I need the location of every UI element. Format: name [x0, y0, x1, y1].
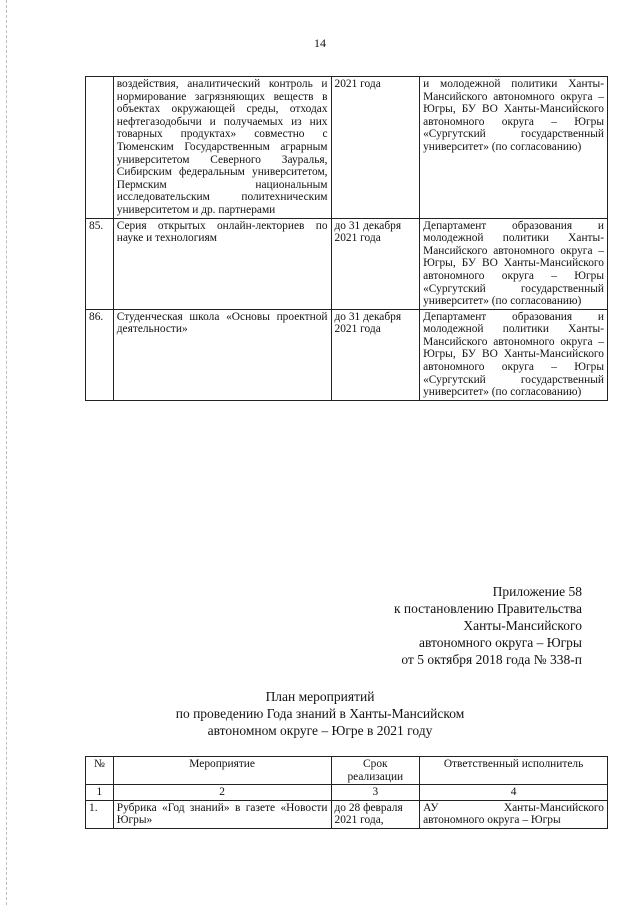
table-row [86, 77, 608, 219]
column-number: 3 [331, 785, 420, 801]
appendix-line: Приложение 58 [492, 584, 582, 599]
executor-text: АУ Ханты-Мансийского автономного округа – Югры [420, 800, 608, 828]
events-table-continued [85, 76, 608, 401]
scan-edge [6, 0, 8, 905]
row-number [86, 77, 114, 219]
header-event: Мероприятие [113, 757, 331, 785]
event-text: Серия открытых онлайн-лекториев по науке и технологиям [113, 218, 331, 309]
column-number: 2 [113, 785, 331, 801]
appendix-line: от 5 октября 2018 года № 338-п [401, 652, 582, 667]
plan-title-line: автономном округе – Югре в 2021 году [207, 723, 433, 738]
plan-title-line: по проведению Года знаний в Ханты-Мансийском [175, 706, 465, 721]
appendix-block [394, 583, 582, 668]
event-text: Рубрика «Год знаний» в газете «Новости Югры» [113, 800, 331, 828]
deadline-text: до 31 декабря 2021 года [331, 218, 420, 309]
appendix-line: к постановлению Правительства [393, 601, 582, 616]
event-text: Студенческая школа «Основы проектной деятельности» [113, 309, 331, 400]
executor-text: и молодежной политики Ханты-Мансийского автономного округа – Югры, БУ ВО Ханты-Мансийского автономного округа – Югры «Сургутский государственный университет» (по согласованию) [420, 77, 608, 219]
header-number: № [86, 757, 114, 785]
deadline-text: 2021 года [331, 77, 420, 219]
deadline-text: до 31 декабря 2021 года [331, 309, 420, 400]
deadline-text: до 28 февраля 2021 года, [331, 800, 420, 828]
appendix-line: Ханты-Мансийского [463, 618, 582, 633]
table-row [86, 800, 608, 828]
table-numbering-row [86, 785, 608, 801]
event-text: воздействия, аналитический контроль и нормирование загрязняющих веществ в объектах окружающей среды, отходах нефтегазодобычи и получаемых из них товарных продуктах» совместно с Тюменским Государственным аграрным университетом Северного Зауралья, Сибирским федеральным университетом, Пермским национальным исследовательским политехническим университетом и др. партнерами [113, 77, 331, 219]
row-number: 85. [86, 218, 114, 309]
row-number: 1. [86, 800, 114, 828]
page-number: 14 [314, 36, 326, 50]
column-number: 1 [86, 785, 114, 801]
row-number: 86. [86, 309, 114, 400]
header-deadline: Срок реализации [331, 757, 420, 785]
table-row [86, 309, 608, 400]
table-row [86, 218, 608, 309]
executor-text: Департамент образования и молодежной политики Ханты-Мансийского автономного округа – Югры, БУ ВО Ханты-Мансийского автономного округа – Югры «Сургутский государственный университет» (по согласованию) [420, 218, 608, 309]
header-executor: Ответственный исполнитель [420, 757, 608, 785]
column-number: 4 [420, 785, 608, 801]
executor-text: Департамент образования и молодежной политики Ханты-Мансийского автономного округа – Югры, БУ ВО Ханты-Мансийского автономного округа – Югры «Сургутский государственный университет» (по согласованию) [420, 309, 608, 400]
appendix-line: автономного округа – Югры [419, 635, 582, 650]
plan-title [0, 688, 640, 739]
plan-title-line: План мероприятий [265, 689, 375, 704]
table-header-row [86, 757, 608, 785]
plan-events-table [85, 756, 608, 829]
